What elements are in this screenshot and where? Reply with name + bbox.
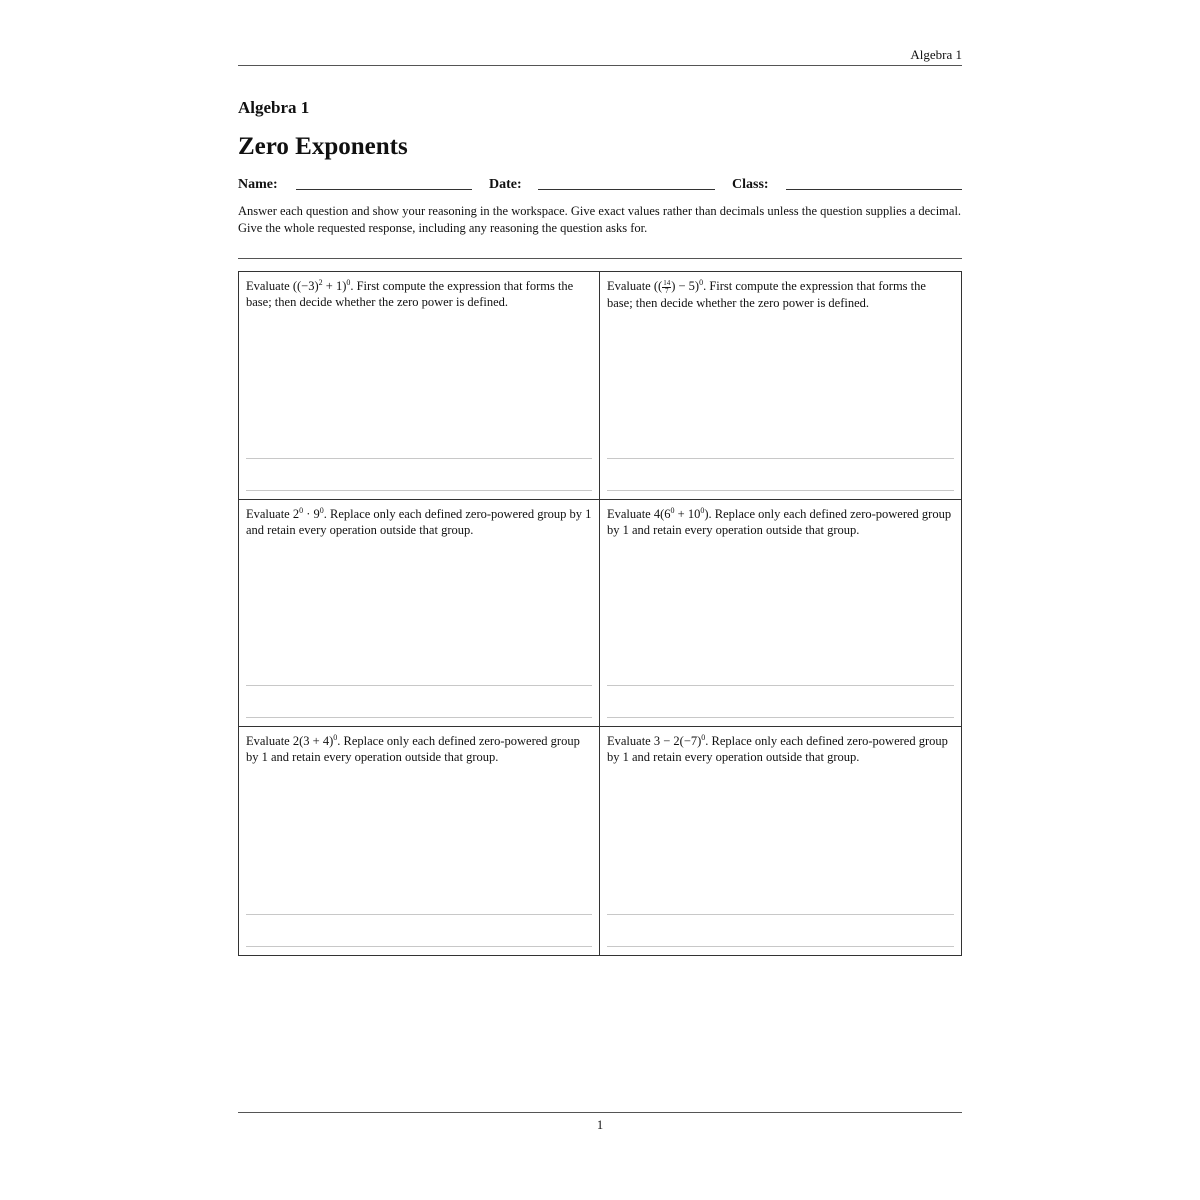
answer-line[interactable] (246, 458, 592, 459)
answer-line[interactable] (246, 946, 592, 947)
instructions: Answer each question and show your reasoning in the workspace. Give exact values rather than decimals unless the question supplies a decimal. Give the whole requested response, including any reasoning the question asks for. (238, 204, 962, 235)
answer-line[interactable] (246, 717, 592, 718)
question-prompt-2: Evaluate (( $\frac{14}{7}$ ) − 5)$^0$. First compute the expression that forms the base; then decide whether the zero power is defined. (607, 278, 926, 310)
answer-line[interactable] (607, 490, 954, 491)
name-field[interactable] (296, 189, 472, 190)
answer-line[interactable] (607, 717, 954, 718)
name-label: Name: (238, 177, 278, 192)
question-cell-2 (600, 272, 961, 500)
question-prompt-3: Evaluate $2^0 \cdot 9^0$. Replace only each defined zero-powered group by 1 and retain every operation outside that group. (246, 505, 592, 537)
date-label: Date: (489, 177, 522, 192)
footer-divider (238, 1112, 962, 1113)
question-cell-5 (239, 727, 600, 955)
answer-line[interactable] (607, 685, 954, 686)
section-divider (238, 258, 962, 259)
question-cell-1 (239, 272, 600, 500)
answer-line[interactable] (246, 490, 592, 491)
worksheet-title: Zero Exponents (238, 133, 408, 160)
worksheet-page (238, 0, 962, 1200)
question-cell-3 (239, 500, 600, 728)
question-prompt-6: Evaluate $3 - 2(-7)^0$. Replace only each defined zero-powered group by 1 and retain every operation outside that group. (607, 733, 948, 765)
question-cell-6 (600, 727, 961, 955)
running-header: Algebra 1 (238, 47, 962, 66)
course-name: Algebra 1 (238, 98, 310, 117)
question-prompt-5: Evaluate $2(3 + 4)^0$. Replace only each defined zero-powered group by 1 and retain every operation outside that group. (246, 733, 580, 765)
answer-line[interactable] (246, 685, 592, 686)
answer-line[interactable] (607, 458, 954, 459)
page-number: 1 (596, 1118, 604, 1132)
answer-line[interactable] (607, 946, 954, 947)
student-info-fields (238, 176, 962, 196)
fraction: $\frac{14}{7}$ (663, 279, 671, 295)
question-cell-4 (600, 500, 961, 728)
question-prompt-4: Evaluate $4(6^0 + 10^0)$. Replace only each defined zero-powered group by 1 and retain every operation outside that group. (607, 505, 952, 537)
answer-line[interactable] (607, 914, 954, 915)
class-label: Class: (732, 177, 769, 192)
date-field[interactable] (538, 189, 715, 190)
question-prompt-1: Evaluate $((-3)^2 + 1)^0$. First compute the expression that forms the base; then decide whether the zero power is defined. (246, 278, 574, 309)
class-field[interactable] (786, 189, 962, 190)
answer-line[interactable] (246, 914, 592, 915)
question-grid (238, 271, 962, 956)
